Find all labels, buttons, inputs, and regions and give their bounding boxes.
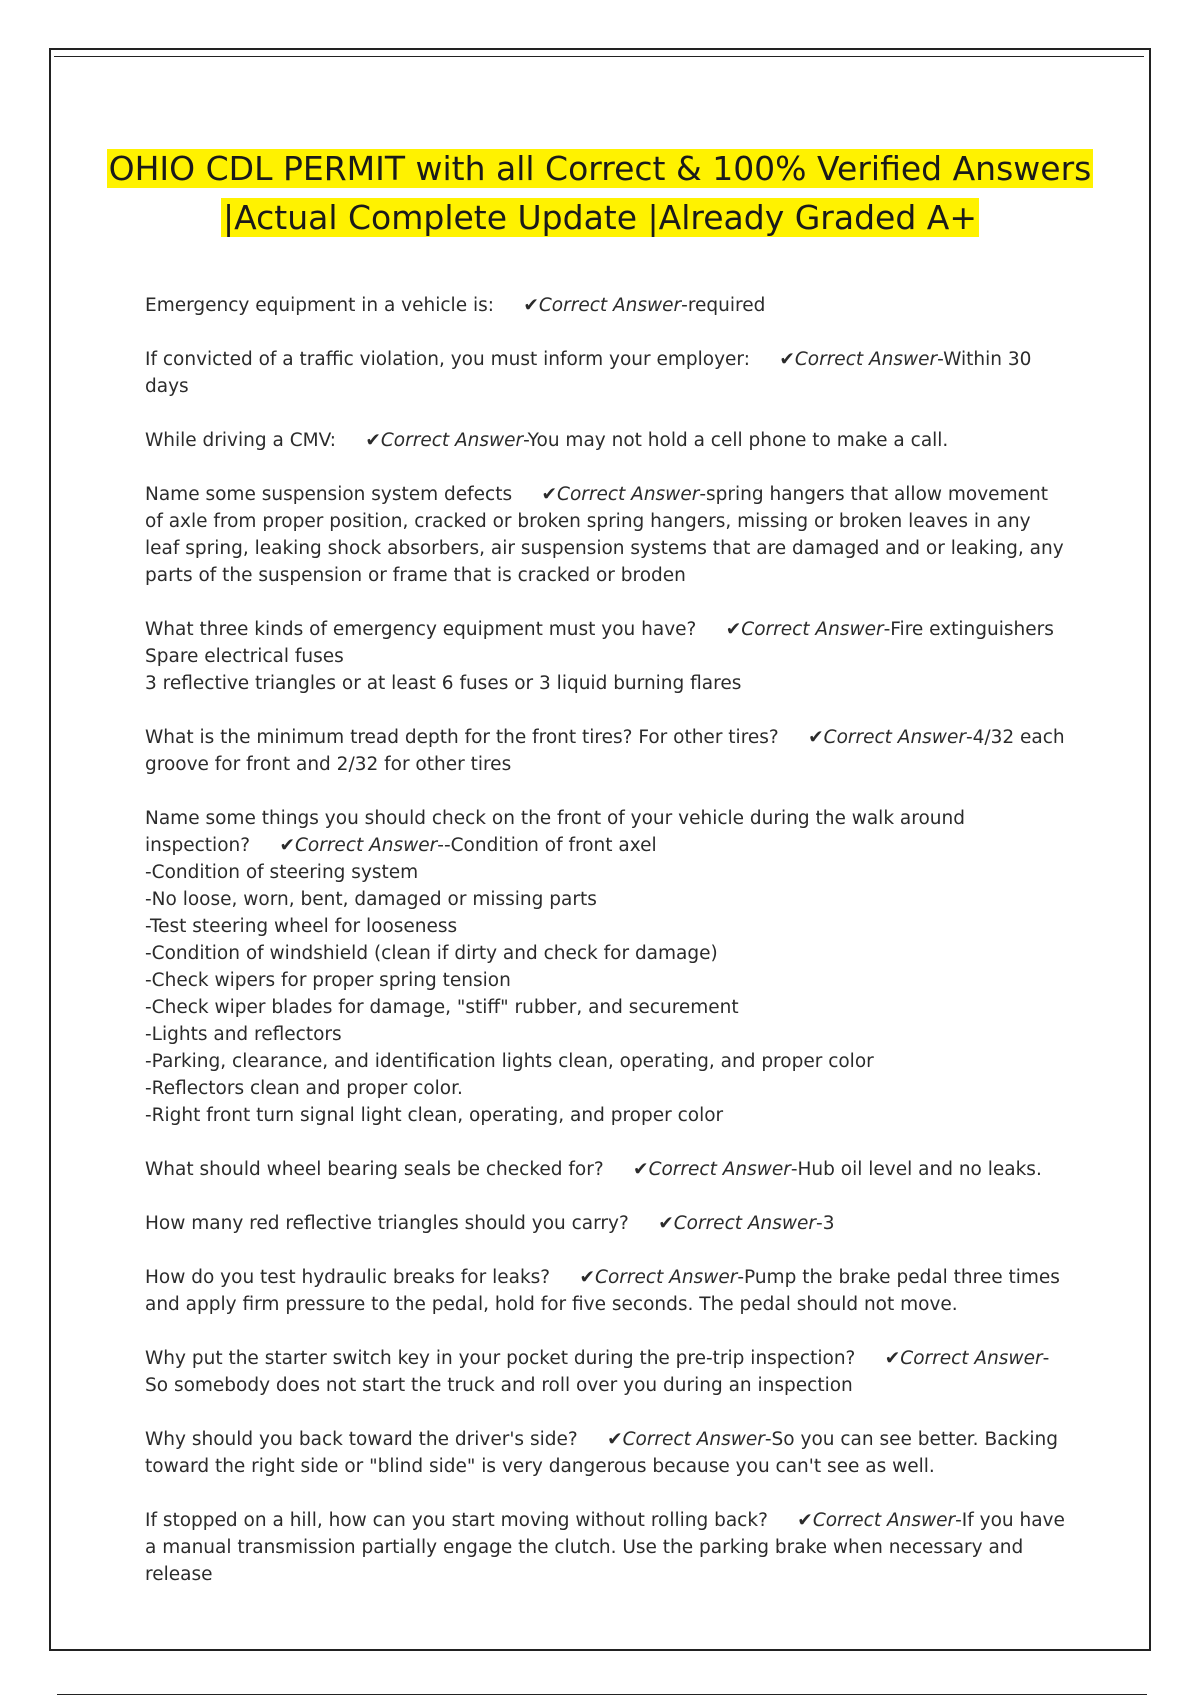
qa-main-line bbox=[145, 724, 1071, 778]
title-block bbox=[60, 144, 1140, 242]
qa-item bbox=[145, 1345, 1065, 1399]
correct-answer-label: Correct Answer bbox=[794, 349, 938, 370]
answer-text: -So somebody does not start the truck and roll over you during an inspection bbox=[145, 1348, 1050, 1396]
answer-extra-line: -Reflectors clean and proper color. bbox=[145, 1078, 463, 1099]
correct-answer-label: Correct Answer bbox=[741, 619, 884, 640]
checkmark-icon: ✔ bbox=[658, 1213, 674, 1234]
answer-text: -Pump the brake pedal three times and apply firm pressure to the pedal, hold for five seconds. The pedal should not move. bbox=[145, 1267, 1066, 1315]
qa-item bbox=[145, 1156, 1065, 1183]
answer-extra-line: -Check wipers for proper spring tension bbox=[145, 970, 511, 991]
correct-answer-label: Correct Answer bbox=[538, 295, 682, 316]
checkmark-icon: ✔ bbox=[884, 1348, 901, 1369]
checkmark-icon: ✔ bbox=[607, 1429, 623, 1450]
qa-item bbox=[145, 1426, 1065, 1480]
question-text: What three kinds of emergency equipment must you have? bbox=[145, 619, 726, 640]
qa-main-line bbox=[145, 346, 1065, 400]
question-text: If convicted of a traffic violation, you must inform your employer: bbox=[145, 349, 780, 370]
answer-text: -3 bbox=[816, 1213, 835, 1234]
document-title: OHIO CDL PERMIT with all Correct & 100% Verified Answers |Actual Complete Update |Already Graded A+ bbox=[108, 149, 1092, 237]
qa-item bbox=[145, 724, 1071, 778]
qa-item bbox=[145, 292, 1065, 319]
answer-extra-line: 3 reflective triangles or at least 6 fuses or 3 liquid burning flares bbox=[145, 673, 742, 694]
answer-extra-line: -Check wiper blades for damage, "stiff" rubber, and securement bbox=[145, 997, 739, 1018]
question-text: While driving a CMV: bbox=[145, 430, 366, 451]
question-text: Why should you back toward the driver's side? bbox=[145, 1429, 608, 1450]
qa-item bbox=[145, 1507, 1071, 1588]
checkmark-icon: ✔ bbox=[633, 1159, 649, 1180]
answer-text: -Fire extinguishers bbox=[883, 619, 1054, 640]
answer-text: -Within 30 days bbox=[145, 349, 1038, 397]
answer-text: -If you have a manual transmission partially engage the clutch. Use the parking brake when necessary and release bbox=[145, 1510, 1071, 1585]
qa-main-line bbox=[145, 616, 1065, 643]
qa-main-line bbox=[145, 805, 1065, 859]
qa-item bbox=[145, 1264, 1065, 1318]
answer-text: --Condition of front axel bbox=[437, 835, 657, 856]
qa-main-line bbox=[145, 1210, 1065, 1237]
checkmark-icon: ✔ bbox=[579, 1267, 596, 1288]
qa-main-line bbox=[145, 427, 1065, 454]
answer-text: -spring hangers that allow movement of axle from proper position, cracked or broken spring hangers, missing or broken leaves in any leaf spring, leaking shock absorbers, air suspension systems that are damaged and or leaking, any parts of the suspension or frame that is cracked or broden bbox=[145, 484, 1070, 586]
checkmark-icon: ✔ bbox=[797, 1510, 813, 1531]
correct-answer-label: Correct Answer bbox=[823, 727, 966, 748]
correct-answer-label: Correct Answer bbox=[380, 430, 524, 451]
correct-answer-label: Correct Answer bbox=[812, 1510, 956, 1531]
question-text: What is the minimum tread depth for the front tires? For other tires? bbox=[145, 727, 809, 748]
answer-extra-line: -Right front turn signal light clean, operating, and proper color bbox=[145, 1105, 724, 1126]
question-text: Name some suspension system defects bbox=[145, 484, 542, 505]
qa-main-line bbox=[145, 481, 1070, 589]
qa-main-line bbox=[145, 1156, 1065, 1183]
answer-text: -You may not hold a cell phone to make a call. bbox=[523, 430, 949, 451]
qa-item bbox=[145, 346, 1065, 400]
page-border-top-line bbox=[54, 56, 1144, 57]
answer-text: -required bbox=[681, 295, 766, 316]
correct-answer-label: Correct Answer bbox=[595, 1267, 738, 1288]
answer-extra-line: -Test steering wheel for looseness bbox=[145, 916, 458, 937]
checkmark-icon: ✔ bbox=[523, 295, 539, 316]
answer-text: -Hub oil level and no leaks. bbox=[790, 1159, 1042, 1180]
qa-item bbox=[145, 616, 1065, 697]
answer-text: -4/32 each groove for front and 2/32 for other tires bbox=[145, 727, 1071, 775]
answer-extra-line: -Parking, clearance, and identification lights clean, operating, and proper color bbox=[145, 1051, 874, 1072]
qa-list bbox=[145, 292, 1071, 1615]
checkmark-icon: ✔ bbox=[279, 835, 295, 856]
qa-item bbox=[145, 805, 1065, 1129]
qa-main-line bbox=[145, 292, 1065, 319]
qa-main-line bbox=[145, 1345, 1065, 1399]
answer-text: -So you can see better. Backing toward the right side or "blind side" is very dangerous because you can't see as well. bbox=[145, 1429, 1064, 1477]
qa-main-line bbox=[145, 1426, 1065, 1480]
page-bottom-rule bbox=[57, 1694, 1147, 1695]
qa-main-line bbox=[145, 1264, 1065, 1318]
correct-answer-label: Correct Answer bbox=[622, 1429, 765, 1450]
correct-answer-label: Correct Answer bbox=[673, 1213, 817, 1234]
question-text: Why put the starter switch key in your pocket during the pre-trip inspection? bbox=[145, 1348, 885, 1369]
question-text: Emergency equipment in a vehicle is: bbox=[145, 295, 524, 316]
answer-extra-line: -No loose, worn, bent, damaged or missing parts bbox=[145, 889, 597, 910]
qa-item bbox=[145, 1210, 1065, 1237]
correct-answer-label: Correct Answer bbox=[648, 1159, 791, 1180]
checkmark-icon: ✔ bbox=[365, 430, 381, 451]
question-text: How many red reflective triangles should you carry? bbox=[145, 1213, 659, 1234]
question-text: Name some things you should check on the front of your vehicle during the walk around inspection? bbox=[145, 808, 971, 856]
checkmark-icon: ✔ bbox=[808, 727, 824, 748]
answer-extra-line: -Condition of steering system bbox=[145, 862, 419, 883]
qa-item bbox=[145, 427, 1065, 454]
answer-extra-line: -Condition of windshield (clean if dirty and check for damage) bbox=[145, 943, 718, 964]
correct-answer-label: Correct Answer bbox=[294, 835, 438, 856]
answer-extra-line: Spare electrical fuses bbox=[145, 646, 344, 667]
correct-answer-label: Correct Answer bbox=[557, 484, 700, 505]
answer-extra-line: -Lights and reflectors bbox=[145, 1024, 342, 1045]
qa-main-line bbox=[145, 1507, 1071, 1588]
checkmark-icon: ✔ bbox=[779, 349, 795, 370]
question-text: If stopped on a hill, how can you start moving without rolling back? bbox=[145, 1510, 798, 1531]
qa-item bbox=[145, 481, 1070, 589]
question-text: What should wheel bearing seals be checked for? bbox=[145, 1159, 634, 1180]
correct-answer-label: Correct Answer bbox=[900, 1348, 1043, 1369]
checkmark-icon: ✔ bbox=[541, 484, 558, 505]
question-text: How do you test hydraulic breaks for leaks? bbox=[145, 1267, 580, 1288]
checkmark-icon: ✔ bbox=[725, 619, 742, 640]
